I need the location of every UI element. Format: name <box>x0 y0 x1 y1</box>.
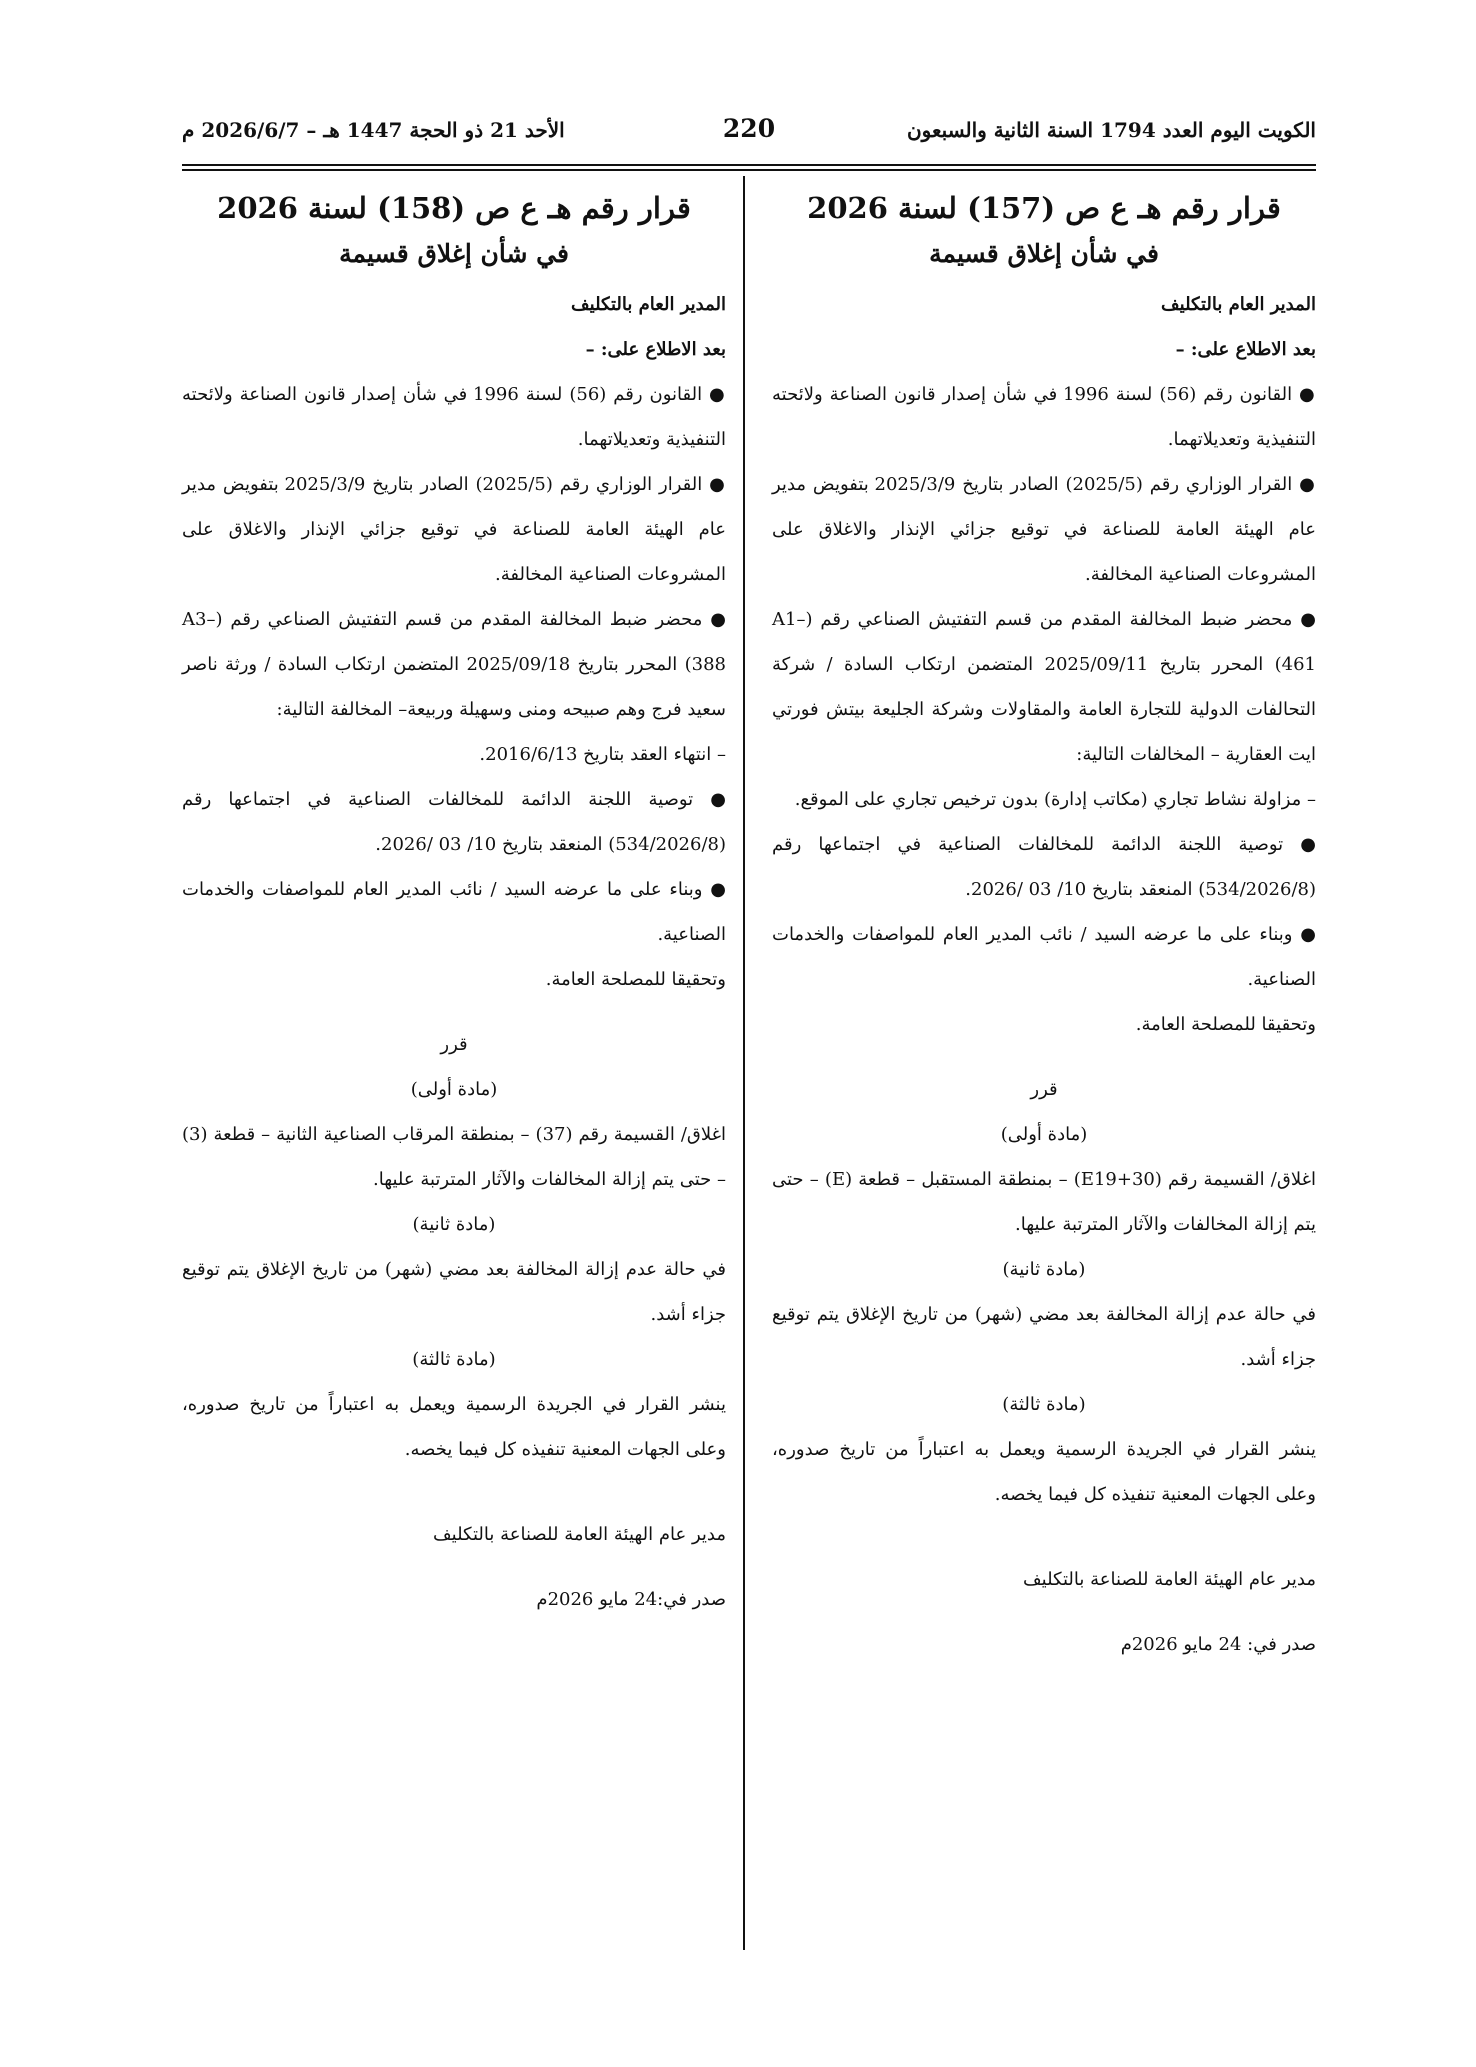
decision-title: قرار رقم هـ ع ص (158) لسنة 2026 <box>217 191 691 225</box>
article-2-text: في حالة عدم إزالة المخالفة بعد مضي (شهر) من تاريخ الإغلاق يتم توقيع جزاء أشد. <box>772 1304 1316 1370</box>
article-1-title: (مادة أولى) <box>1000 1124 1088 1145</box>
preamble-violation-report: ● محضر ضبط المخالفة المقدم من قسم التفتيش الصناعي رقم (A1–461) المحرر بتاريخ 2025/09/11 المتضمن ارتكاب السادة / شركة التحالفات الدولية للتجارة العامة والمقاولات وشركة الجليعة بيتش فورتي ايت العقارية – المخالفات التالية: <box>772 609 1316 765</box>
article-1-title: (مادة أولى) <box>410 1079 498 1100</box>
gazette-issue-info: الكويت اليوم العدد 1794 السنة الثانية والسبعون <box>906 118 1316 142</box>
preamble-law: ● القانون رقم (56) لسنة 1996 في شأن إصدار قانون الصناعة ولائحته التنفيذية وتعديلاتهما. <box>772 384 1317 450</box>
article-2-title: (مادة ثانية) <box>1002 1259 1086 1280</box>
header-rule-bottom <box>182 169 1316 171</box>
preamble-deputy-presentation: ● وبناء على ما عرضه السيد / نائب المدير العام للمواصفات والخدمات الصناعية. <box>182 879 726 945</box>
decided-heading: قرر <box>1030 1079 1058 1100</box>
preamble-ministerial-decision: ● القرار الوزاري رقم (2025/5) الصادر بتاريخ 2025/3/9 بتفويض مدير عام الهيئة العامة للصناعة في توقيع جزائي الإنذار والاغلاق على المشروعات الصناعية المخالفة. <box>182 474 726 585</box>
article-2-title: (مادة ثانية) <box>412 1214 496 1235</box>
decided-heading: قرر <box>440 1034 468 1055</box>
public-interest: وتحقيقا للمصلحة العامة. <box>1135 1014 1316 1035</box>
article-3-text: ينشر القرار في الجريدة الرسمية ويعمل به اعتباراً من تاريخ صدوره، وعلى الجهات المعنية تنفيذه كل فيما يخصه. <box>182 1394 726 1460</box>
preamble-law: ● القانون رقم (56) لسنة 1996 في شأن إصدار قانون الصناعة ولائحته التنفيذية وتعديلاتهما. <box>182 384 727 450</box>
preamble-violation-report: ● محضر ضبط المخالفة المقدم من قسم التفتيش الصناعي رقم (A3–388) المحرر بتاريخ 2025/09/18 المتضمن ارتكاب السادة / ورثة ناصر سعيد فرج وهم صبيحه ومنى وسهيلة وربيعة– المخالفة التالية: <box>182 609 726 720</box>
page-header <box>182 114 1316 158</box>
issue-date: صدر في:24 مايو 2026م <box>536 1589 726 1610</box>
article-3-title: (مادة ثالثة) <box>1002 1394 1086 1415</box>
violation-item: – مزاولة نشاط تجاري (مكاتب إدارة) بدون ترخيص تجاري على الموقع. <box>794 789 1316 810</box>
issuer: المدير العام بالتكليف <box>1161 294 1316 315</box>
decision-subtitle: في شأن إغلاق قسيمة <box>929 239 1159 268</box>
preamble-committee-recommendation: ● توصية اللجنة الدائمة للمخالفات الصناعية في اجتماعها رقم (534/2026/8) المنعقد بتاريخ 10/ 03 /2026. <box>182 789 726 855</box>
page-number: 220 <box>722 114 776 143</box>
column-divider <box>743 176 745 1950</box>
signature: مدير عام الهيئة العامة للصناعة بالتكليف <box>433 1524 726 1545</box>
publication-date: الأحد 21 ذو الحجة 1447 هـ – 2026/6/7 م <box>182 118 565 142</box>
header-rule-top <box>182 164 1316 166</box>
violation-item: – انتهاء العقد بتاريخ 2016/6/13. <box>479 744 726 765</box>
after-review: بعد الاطلاع على: – <box>585 339 726 360</box>
decision-subtitle: في شأن إغلاق قسيمة <box>339 239 569 268</box>
issue-date: صدر في: 24 مايو 2026م <box>1120 1634 1316 1655</box>
decision-157-column <box>772 186 1316 1667</box>
article-3-title: (مادة ثالثة) <box>412 1349 496 1370</box>
article-3-text: ينشر القرار في الجريدة الرسمية ويعمل به اعتباراً من تاريخ صدوره، وعلى الجهات المعنية تنفيذه كل فيما يخصه. <box>772 1439 1316 1505</box>
public-interest: وتحقيقا للمصلحة العامة. <box>545 969 726 990</box>
issuer: المدير العام بالتكليف <box>571 294 726 315</box>
preamble-deputy-presentation: ● وبناء على ما عرضه السيد / نائب المدير العام للمواصفات والخدمات الصناعية. <box>772 924 1316 990</box>
after-review: بعد الاطلاع على: – <box>1175 339 1316 360</box>
preamble-committee-recommendation: ● توصية اللجنة الدائمة للمخالفات الصناعية في اجتماعها رقم (534/2026/8) المنعقد بتاريخ 10/ 03 /2026. <box>772 834 1316 900</box>
article-1-text: اغلاق/ القسيمة رقم (E19+30) – بمنطقة المستقبل – قطعة (E) – حتى يتم إزالة المخالفات والآثار المترتبة عليها. <box>772 1169 1316 1235</box>
article-1-text: اغلاق/ القسيمة رقم (37) – بمنطقة المرقاب الصناعية الثانية – قطعة (3) – حتى يتم إزالة المخالفات والآثار المترتبة عليها. <box>182 1124 726 1190</box>
signature: مدير عام الهيئة العامة للصناعة بالتكليف <box>1023 1569 1316 1590</box>
decision-158-column <box>182 186 726 1622</box>
decision-title: قرار رقم هـ ع ص (157) لسنة 2026 <box>807 191 1281 225</box>
article-2-text: في حالة عدم إزالة المخالفة بعد مضي (شهر) من تاريخ الإغلاق يتم توقيع جزاء أشد. <box>182 1259 726 1325</box>
preamble-ministerial-decision: ● القرار الوزاري رقم (2025/5) الصادر بتاريخ 2025/3/9 بتفويض مدير عام الهيئة العامة للصناعة في توقيع جزائي الإنذار والاغلاق على المشروعات الصناعية المخالفة. <box>772 474 1316 585</box>
